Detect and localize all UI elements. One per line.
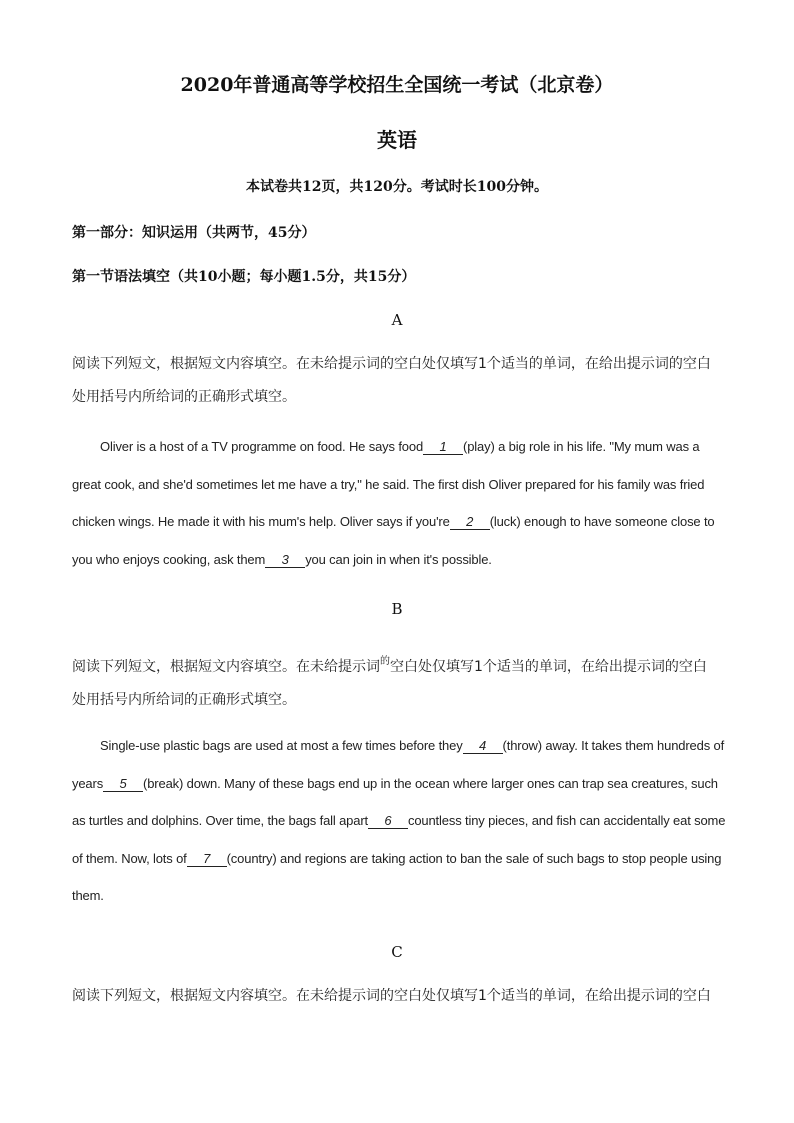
section-c-letter: C <box>391 943 403 961</box>
exam-title: 2020年普通高等学校招生全国统一考试（北京卷） <box>180 74 614 96</box>
passage-text: Single-use plastic bags are used at most a few times before they <box>100 738 463 753</box>
instr-line: 处用括号内所给词的正确形式填空。 <box>72 389 296 405</box>
section-b-instructions <box>72 645 732 717</box>
blank-4: 4 <box>463 739 503 754</box>
instr-text: 阅读下列短文，根据短文内容填空。在未给提示词 <box>72 659 380 675</box>
instr-line <box>72 645 732 684</box>
passage-text: (break) down. Many of these bags end up in the ocean where larger ones can trap sea creatures, such as turtles and dolphins. Over time, the bags fall apart <box>72 775 718 828</box>
instr-line: 处用括号内所给词的正确形式填空。 <box>72 692 296 708</box>
subject-title: 英语 <box>377 128 417 152</box>
instr-line: 阅读下列短文，根据短文内容填空。在未给提示词的空白处仅填写1个适当的单词，在给出提示词的空白 <box>72 356 711 372</box>
instr-superscript: 的 <box>380 656 390 667</box>
passage-text: (luck) enough to have someone close to you who enjoys cooking, ask them <box>72 514 715 567</box>
passage-text: countless tiny pieces, and fish can accidentally eat some of them. Now, lots of <box>72 813 726 866</box>
part1-heading: 第一部分：知识运用（共两节，45分） <box>72 225 316 241</box>
blank-1: 1 <box>423 440 463 455</box>
blank-3: 3 <box>265 553 305 568</box>
passage-text: Oliver is a host of a TV programme on food. He says food <box>100 439 424 454</box>
passage-text: (play) a big role in his life. "My mum was a great cook, and she'd sometimes let me have a try," he said. The first dish Oliver prepared for his family was fried chicken wings. He made it with his mum's help. Oliver says if you're <box>72 439 705 529</box>
passage-text: you can join in when it's possible. <box>305 551 492 567</box>
blank-5: 5 <box>103 777 143 792</box>
blank-6: 6 <box>368 814 408 829</box>
blank-2: 2 <box>450 515 490 530</box>
passage-text: (throw) away. It takes them hundreds of years <box>72 738 725 791</box>
instr-text: 空白处仅填写1个适当的单词，在给出提示词的空白 <box>390 659 707 675</box>
passage-b <box>72 727 728 915</box>
section1-heading: 第一节语法填空（共10小题；每小题1.5分，共15分） <box>72 269 416 285</box>
passage-a <box>72 428 728 578</box>
section-a-instructions <box>72 348 732 414</box>
section-a-letter: A <box>391 311 403 329</box>
blank-7: 7 <box>187 852 227 867</box>
section-b-letter: B <box>391 600 403 618</box>
section-c-instructions <box>72 980 732 1013</box>
instr-line: 阅读下列短文，根据短文内容填空。在未给提示词的空白处仅填写1个适当的单词，在给出提示词的空白 <box>72 988 711 1004</box>
exam-note: 本试卷共12页，共120分。考试时长100分钟。 <box>246 179 548 195</box>
passage-text: (country) and regions are taking action to ban the sale of such bags to stop people using them. <box>72 850 722 903</box>
